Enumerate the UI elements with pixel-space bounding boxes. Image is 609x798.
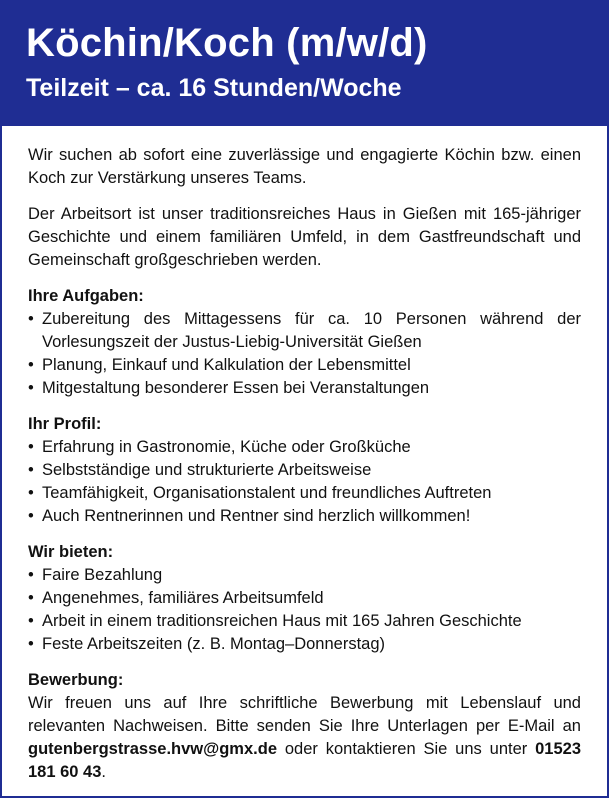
contact-email[interactable]: gutenbergstrasse.hvw@gmx.de: [28, 740, 277, 758]
list-item: • Planung, Einkauf und Kalkulation der Lebensmittel: [28, 354, 581, 377]
section-profile: [28, 413, 581, 528]
application-text-middle: oder kontaktieren Sie uns unter: [277, 740, 536, 758]
list-item: • Zubereitung des Mittagessens für ca. 10 Personen während der Vorlesungszeit der Justus-Liebig-Universität Gießen: [28, 308, 581, 354]
intro-paragraph-2: Der Arbeitsort ist unser traditionsreiches Haus in Gießen mit 165-jähriger Geschichte und einem familiären Umfeld, in dem Gastfreundschaft und Gemeinschaft großgeschrieben werden.: [28, 205, 581, 269]
section-title-profile: Ihr Profil:: [28, 415, 102, 433]
profile-list: [28, 436, 581, 528]
list-item: • Angenehmes, familiäres Arbeitsumfeld: [28, 587, 581, 610]
list-item: • Selbstständige und strukturierte Arbeitsweise: [28, 459, 581, 482]
offer-list: [28, 564, 581, 656]
list-item: • Feste Arbeitszeiten (z. B. Montag–Donnerstag): [28, 633, 581, 656]
section-offer: [28, 541, 581, 656]
list-item: • Arbeit in einem traditionsreichen Haus mit 165 Jahren Geschichte: [28, 610, 581, 633]
header-banner: [2, 2, 607, 126]
list-item: • Auch Rentnerinnen und Rentner sind herzlich willkommen!: [28, 505, 581, 528]
list-item: • Teamfähigkeit, Organisationstalent und freundliches Auftreten: [28, 482, 581, 505]
contact-phone[interactable]: 01523 181 60 43: [28, 740, 581, 781]
list-item: • Erfahrung in Gastronomie, Küche oder Großküche: [28, 436, 581, 459]
list-item: • Mitgestaltung besonderer Essen bei Veranstaltungen: [28, 377, 581, 400]
section-tasks: [28, 285, 581, 400]
section-application: [28, 669, 581, 784]
intro-paragraph-1: Wir suchen ab sofort eine zuverlässige und engagierte Köchin bzw. einen Koch zur Verstärkung unseres Teams.: [28, 146, 581, 187]
section-title-offer: Wir bieten:: [28, 543, 114, 561]
list-item: • Faire Bezahlung: [28, 564, 581, 587]
section-title-application: Bewerbung:: [28, 671, 124, 689]
application-text-before: Wir freuen uns auf Ihre schriftliche Bewerbung mit Lebenslauf und relevanten Nachweisen. Bitte senden Sie Ihre Unterlagen per E-Mail an: [28, 694, 581, 735]
tasks-list: [28, 308, 581, 400]
ad-body: [2, 126, 607, 784]
page-subtitle: Teilzeit – ca. 16 Stunden/Woche: [26, 74, 402, 102]
application-text: [28, 692, 581, 784]
section-title-tasks: Ihre Aufgaben:: [28, 287, 144, 305]
application-text-after: .: [101, 763, 106, 781]
page-title: Köchin/Koch (m/w/d): [26, 21, 428, 65]
